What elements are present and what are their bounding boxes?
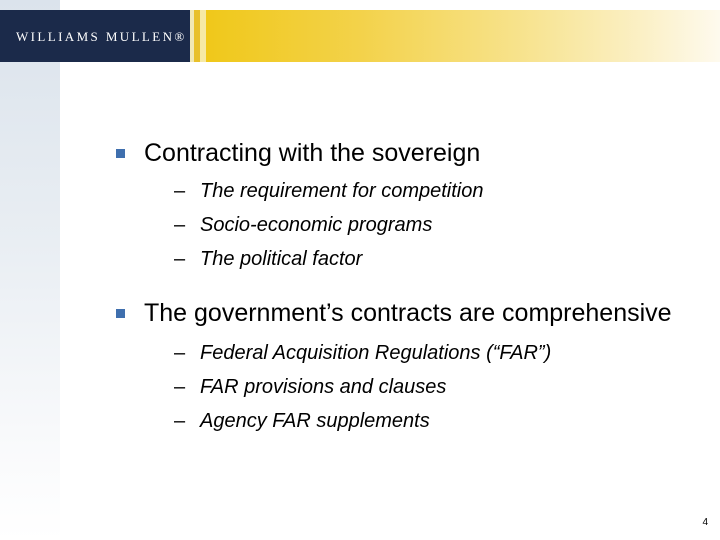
sub-bullet-text: The requirement for competition (200, 180, 484, 202)
slide-content (112, 138, 702, 438)
logo-text: WILLIAMS MULLEN® (16, 29, 187, 44)
bullet-text: Contracting with the sovereign (144, 139, 481, 167)
square-bullet-icon (116, 149, 125, 158)
page-number: 4 (702, 517, 708, 528)
dash-marker: – (174, 376, 186, 398)
sub-bullet-item (174, 370, 702, 404)
bullet-item (112, 138, 702, 168)
bullet-group-1 (112, 138, 702, 276)
dash-marker: – (174, 410, 186, 432)
bullet-text: The government’s contracts are comprehensive (144, 299, 672, 327)
dash-marker: – (174, 248, 186, 270)
sub-bullet-item (174, 174, 702, 208)
header-gold-strip (206, 10, 720, 62)
sub-bullet-list (112, 336, 702, 438)
sub-bullet-list (112, 174, 702, 276)
sub-bullet-item (174, 336, 702, 370)
sub-bullet-item (174, 208, 702, 242)
dash-marker: – (174, 180, 186, 202)
square-bullet-icon (116, 309, 125, 318)
logo (0, 10, 190, 62)
sub-bullet-text: Socio-economic programs (200, 214, 433, 236)
bullet-item (112, 298, 702, 328)
sub-bullet-text: Agency FAR supplements (200, 410, 430, 432)
dash-marker: – (174, 214, 186, 236)
sub-bullet-text: FAR provisions and clauses (200, 376, 447, 398)
sub-bullet-item (174, 242, 702, 276)
dash-marker: – (174, 342, 186, 364)
left-gradient-band (0, 0, 60, 540)
sub-bullet-item (174, 404, 702, 438)
sub-bullet-text: Federal Acquisition Regulations (“FAR”) (200, 342, 552, 364)
sub-bullet-text: The political factor (200, 248, 363, 270)
bullet-group-2 (112, 298, 702, 438)
